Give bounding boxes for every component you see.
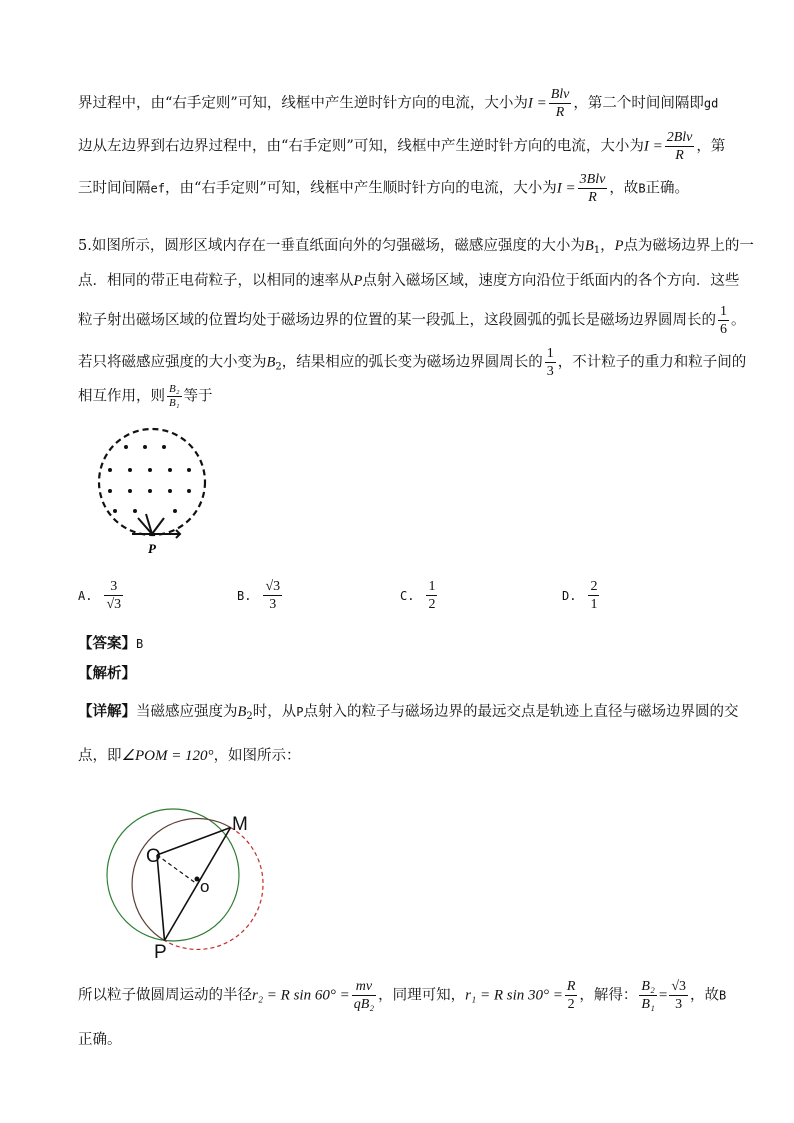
text-span: B bbox=[638, 181, 646, 196]
text-span: ，解得： bbox=[579, 987, 638, 1004]
text-line bbox=[78, 86, 718, 121]
option-c[interactable] bbox=[400, 578, 439, 613]
text-span: ，同理可知， bbox=[378, 987, 466, 1004]
magnetic-field-figure bbox=[90, 425, 215, 560]
fraction-denominator: 3 bbox=[546, 364, 554, 379]
fraction-denominator: 6 bbox=[720, 322, 727, 337]
radius-dashed-line bbox=[157, 855, 197, 884]
text-span: 粒子射出磁场区域的位置均处于磁场边界的位置的某一段弧上，这段圆弧的弧长是磁场边界圆周长的 bbox=[78, 312, 716, 329]
variable: P bbox=[614, 238, 624, 254]
fraction-numerator: B₂ bbox=[641, 979, 655, 994]
question-line bbox=[78, 303, 746, 338]
question-line bbox=[78, 383, 213, 410]
triangle-lines bbox=[157, 828, 231, 941]
trajectory-figure bbox=[90, 800, 270, 960]
variable: B bbox=[584, 238, 594, 254]
variable: P bbox=[353, 273, 363, 289]
fraction bbox=[665, 129, 695, 164]
text-span: ，故 bbox=[609, 180, 639, 197]
question-line bbox=[78, 236, 754, 261]
center-dot bbox=[195, 877, 200, 882]
analysis-line bbox=[78, 664, 136, 684]
fraction-denominator: √3 bbox=[106, 597, 122, 612]
text-span: gd bbox=[703, 96, 719, 111]
fraction-denominator: qB₂ bbox=[353, 997, 375, 1012]
point-p-label: P bbox=[154, 942, 167, 960]
fraction bbox=[545, 345, 556, 380]
text-span: ，结果相应的弧长变为磁场边界圆周长的 bbox=[281, 354, 543, 371]
text-span: 时，从 bbox=[252, 704, 297, 720]
text-span: ， bbox=[600, 238, 615, 254]
text-span: 若只将磁感应强度的大小变为 bbox=[78, 354, 267, 371]
option-label: D. bbox=[562, 588, 577, 603]
variable: B bbox=[266, 354, 276, 371]
option-label: A. bbox=[78, 588, 93, 603]
fraction-numerator: 1 bbox=[546, 346, 554, 361]
text-span: 三时间间隔 bbox=[78, 180, 151, 197]
answer-line bbox=[78, 634, 143, 654]
text-span: 点，即 bbox=[78, 748, 122, 764]
fraction bbox=[578, 171, 608, 206]
subscript: 2 bbox=[246, 711, 253, 722]
text-span: 界过程中，由“右手定则”可知，线框中产生逆时针方向的电流，大小为 bbox=[78, 95, 528, 112]
center-o-label: o bbox=[200, 877, 210, 896]
fraction bbox=[565, 978, 578, 1013]
trajectory-arc bbox=[132, 819, 231, 941]
fraction-numerator: 1 bbox=[720, 304, 727, 319]
fraction-denominator: R bbox=[588, 190, 597, 205]
text-span: 正确。 bbox=[645, 180, 690, 197]
point-p-label: P bbox=[148, 541, 156, 556]
option-label: C. bbox=[400, 588, 415, 603]
equation: ∠POM = 120° bbox=[121, 748, 214, 764]
fraction-numerator: 3Blv bbox=[579, 172, 606, 187]
trajectory-dashed-arc bbox=[165, 828, 264, 950]
text-line bbox=[78, 171, 689, 206]
fraction-denominator: 2 bbox=[428, 597, 436, 612]
fraction-denominator: 1 bbox=[590, 597, 598, 612]
conclusion-line bbox=[78, 1030, 122, 1050]
text-line bbox=[78, 129, 725, 164]
detail-heading: 【详解】 bbox=[78, 703, 136, 720]
detail-line bbox=[78, 746, 301, 766]
question-line bbox=[78, 345, 746, 380]
fraction-numerator: 1 bbox=[428, 579, 436, 594]
equation: r₂ = R sin 60° = bbox=[252, 987, 350, 1004]
option-d[interactable] bbox=[562, 578, 601, 613]
answer-heading: 【答案】 bbox=[78, 635, 136, 652]
equals-sign: = bbox=[658, 987, 668, 1004]
fraction-denominator: 2 bbox=[567, 997, 575, 1012]
text-span: ，如图所示： bbox=[213, 748, 301, 764]
detail-line bbox=[78, 702, 738, 727]
fraction bbox=[426, 578, 437, 613]
text-span: ，第 bbox=[696, 138, 726, 155]
subscript: 1 bbox=[593, 245, 601, 256]
fraction-numerator: Blv bbox=[550, 87, 570, 102]
text-span: 5.如图所示，圆形区域内存在一垂直纸面向外的匀强磁场，磁感应强度的大小为 bbox=[78, 238, 585, 254]
subscript: 2 bbox=[275, 361, 282, 373]
fraction-denominator: B₁ bbox=[641, 997, 655, 1012]
velocity-arrows bbox=[132, 514, 180, 538]
text-span: ，第二个时间间隔即 bbox=[573, 95, 704, 112]
fraction bbox=[263, 578, 282, 613]
text-span: 点射入磁场区域，速度方向沿位于纸面内的各个方向．这些 bbox=[362, 273, 740, 289]
text-span: 相互作用，则 bbox=[78, 388, 165, 405]
fraction bbox=[669, 978, 688, 1013]
text-span: B bbox=[719, 988, 727, 1003]
fraction bbox=[588, 578, 599, 613]
text-span: 边从左边界到右边界过程中，由“右手定则”可知，线框中产生逆时针方向的电流，大小为 bbox=[78, 138, 644, 155]
text-span: ef bbox=[150, 181, 165, 196]
variable: B bbox=[237, 704, 247, 720]
equation-lhs: I = bbox=[556, 180, 576, 197]
option-b[interactable] bbox=[237, 578, 284, 613]
fraction bbox=[718, 303, 729, 338]
text-span: ，故 bbox=[690, 987, 719, 1004]
field-dots bbox=[108, 445, 191, 513]
fraction bbox=[167, 383, 182, 410]
text-span: 。 bbox=[731, 312, 746, 329]
text-span: 点为磁场边界上的一 bbox=[623, 238, 754, 254]
fraction-numerator: √3 bbox=[671, 979, 686, 994]
equation-lhs: I = bbox=[643, 138, 663, 155]
fraction-denominator: R bbox=[675, 148, 684, 163]
analysis-heading: 【解析】 bbox=[78, 665, 136, 682]
fraction bbox=[549, 86, 572, 121]
fraction-numerator: B₂ bbox=[169, 383, 180, 395]
text-span: 所以粒子做圆周运动的半径 bbox=[78, 987, 252, 1004]
fraction-denominator: B₁ bbox=[169, 397, 180, 409]
text-span: 正确。 bbox=[78, 1032, 122, 1048]
text-span: ，不计粒子的重力和粒子间的 bbox=[557, 354, 747, 371]
fraction-denominator: 3 bbox=[675, 997, 683, 1012]
text-span: 等于 bbox=[183, 388, 213, 405]
conclusion-line bbox=[78, 978, 726, 1013]
option-a[interactable] bbox=[78, 578, 125, 613]
fraction-numerator: 2 bbox=[590, 579, 598, 594]
text-span: 点射入的粒子与磁场边界的最远交点是轨迹上直径与磁场边界圆的交 bbox=[303, 704, 739, 720]
fraction bbox=[639, 978, 656, 1013]
point-o-label: O bbox=[146, 846, 161, 867]
equation: r₁ = R sin 30° = bbox=[465, 987, 563, 1004]
fraction-numerator: 3 bbox=[104, 578, 123, 596]
fraction-numerator: mv bbox=[352, 978, 376, 996]
answer-value: B bbox=[136, 637, 144, 651]
fraction bbox=[352, 978, 376, 1013]
option-label: B. bbox=[237, 588, 252, 603]
fraction-numerator: R bbox=[566, 979, 576, 994]
fraction-denominator: R bbox=[555, 105, 565, 120]
text-span: 点．相同的带正电荷粒子，以相同的速率从 bbox=[78, 273, 354, 289]
equation-lhs: I = bbox=[527, 95, 547, 112]
fraction bbox=[104, 578, 123, 613]
fraction-numerator: √3 bbox=[265, 579, 281, 594]
field-boundary-circle bbox=[99, 429, 205, 535]
fraction-numerator: 2Blv bbox=[666, 130, 693, 145]
question-line bbox=[78, 271, 739, 291]
text-span: ，由“右手定则”可知，线框中产生顺时针方向的电流，大小为 bbox=[164, 180, 557, 197]
text-span: P bbox=[296, 705, 304, 719]
fraction-denominator: 3 bbox=[269, 597, 277, 612]
text-span: 当磁感应强度为 bbox=[136, 704, 238, 720]
point-m-label: M bbox=[232, 814, 248, 835]
field-boundary-circle bbox=[107, 809, 239, 941]
